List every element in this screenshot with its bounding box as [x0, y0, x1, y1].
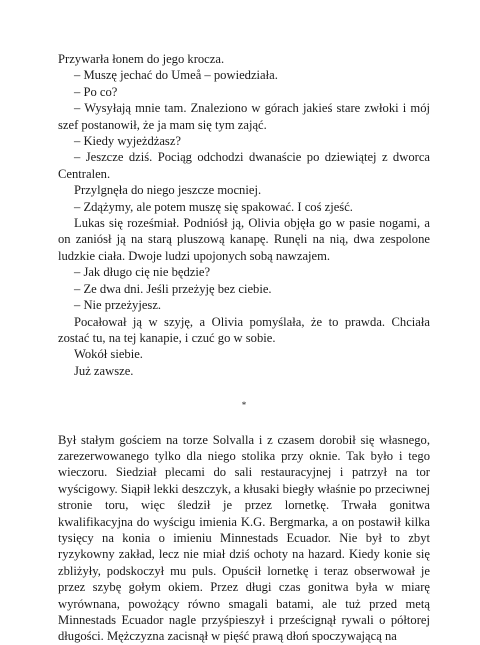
document-page: [58, 51, 430, 645]
section-part1: [58, 51, 430, 379]
paragraph: Był stałym gościem na torze Solvalla i z czasem dorobił się własnego, zarezerwowanego tylko dla niego stolika przy oknie. Tak było i tego wieczoru. Siedział plecami do sali restauracyjnej i patrzył na tor wyścigowy. Siąpił lekki deszczyk, a kłusaki biegły właśnie po przeciwnej stronie toru, więc śledził je przez lornetkę. Trwała gonitwa kwalifikacyjna do wyścigu imienia K.G. Bergmarka, a on postawił kilka tysięcy na konia o imieniu Minnestads Ecuador. Nie był to zbyt ryzykowny zakład, lecz nie miał dziś ochoty na hazard. Kiedy konie się zbliżyły, podskoczył mu puls. Opuścił lornetkę i teraz obserwował je przez szybę gołym okiem. Przez długi czas gonitwa była w miarę wyrównana, powożący równo smagali batami, ale tuż przed metą Minnestads Ecuador nagle przyśpieszył i prześcignął rywali o półtorej długości. Mężczyzna zacisnął w pięść prawą dłoń spoczywającą na: [58, 432, 430, 644]
section-part2: [58, 432, 430, 645]
paragraph: Wokół siebie.: [74, 347, 143, 362]
paragraph: Lukas się roześmiał. Podniósł ją, Olivia objęła go w pasie nogami, a on zaniósł ją na starą pluszową kanapę. Runęli na nią, dwa zespolone ludzkie ciała. Dwoje ludzi upojonych sobą nawzajem.: [58, 216, 430, 263]
paragraph: – Jeszcze dziś. Pociąg odchodzi dwanaście po dziewiątej z dworca Centralen.: [58, 150, 430, 181]
paragraph: – Wysyłają mnie tam. Znaleziono w górach jakieś stare zwłoki i mój szef postanowił, że ja mam się tym zająć.: [58, 101, 430, 132]
paragraph: – Nie przeżyjesz.: [74, 298, 162, 313]
paragraph: Pocałował ją w szyję, a Olivia pomyślała, że to prawda. Chciała zostać tu, na tej kanapie, i czuć go w sobie.: [58, 314, 430, 345]
paragraph: – Ze dwa dni. Jeśli przeżyję bez ciebie.: [74, 281, 272, 296]
paragraph: – Jak długo cię nie będzie?: [74, 265, 211, 280]
paragraph: – Zdążymy, ale potem muszę się spakować. I coś zjeść.: [74, 199, 353, 214]
scene-separator: *: [241, 400, 247, 411]
paragraph: – Kiedy wyjeżdżasz?: [74, 134, 181, 149]
paragraph: Już zawsze.: [74, 363, 134, 378]
paragraph: Przylgnęła do niego jeszcze mocniej.: [74, 183, 262, 198]
paragraph: Przywarła łonem do jego krocza.: [58, 52, 225, 66]
paragraph: – Muszę jechać do Umeå – powiedziała.: [74, 68, 278, 83]
paragraph: – Po co?: [74, 84, 118, 99]
